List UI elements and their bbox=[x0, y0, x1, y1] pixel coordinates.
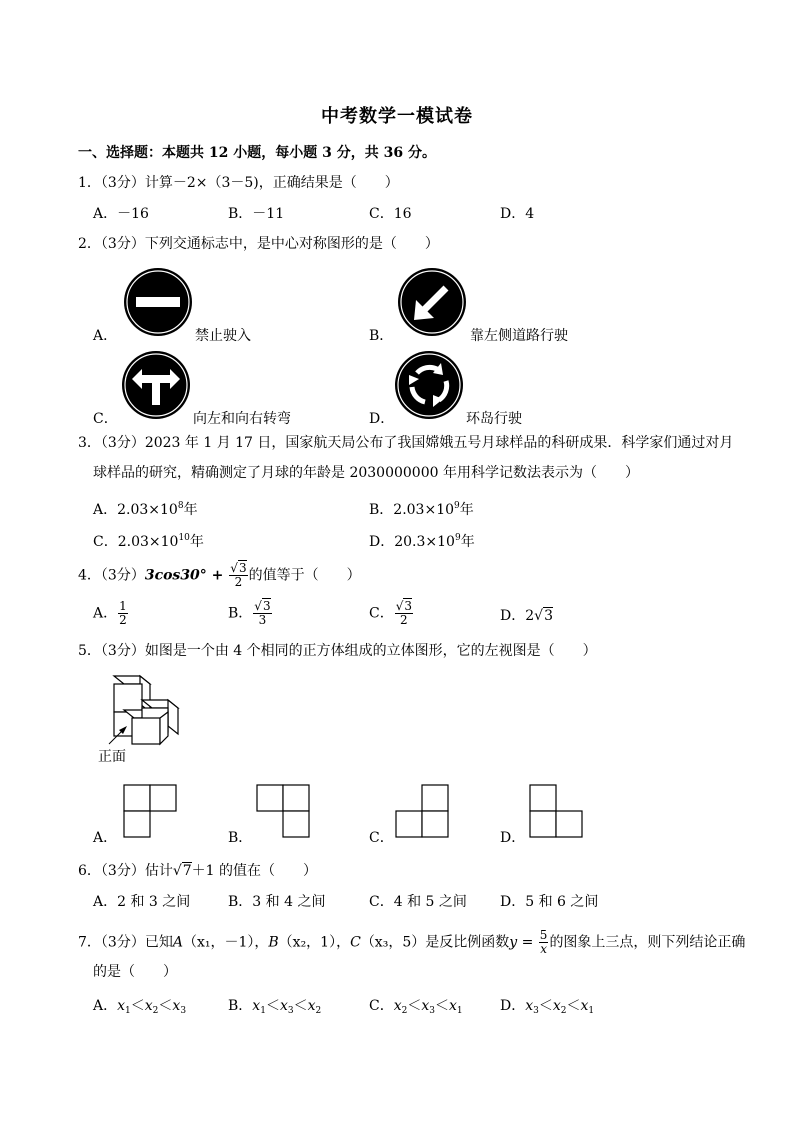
option-letter: C． bbox=[369, 605, 394, 622]
q5-option-c[interactable]: C． bbox=[369, 830, 394, 846]
q2-option-d[interactable]: D． bbox=[369, 411, 395, 427]
point-a: A bbox=[172, 934, 183, 951]
sub-3: 1 bbox=[456, 1006, 463, 1016]
sub-2: 3 bbox=[429, 1006, 435, 1016]
no-entry-sign-icon bbox=[122, 266, 194, 338]
q4-suffix: 的值等于（ ） bbox=[248, 567, 361, 584]
func-fraction bbox=[539, 929, 549, 956]
q3-option-d[interactable] bbox=[369, 528, 475, 552]
q5-view-c-icon bbox=[394, 783, 450, 839]
q1-option-b[interactable]: B．－11 bbox=[228, 206, 285, 222]
option-unit: 年 bbox=[459, 502, 474, 518]
option-letter: C． bbox=[93, 534, 118, 550]
question-2-stem: 2．（3分）下列交通标志中，是中心对称图形的是（ ） bbox=[78, 236, 439, 252]
q4-prefix: 4．（3分） bbox=[78, 567, 145, 584]
q6-root: 7 bbox=[182, 863, 192, 879]
sign-label-keep-left: 靠左侧道路行驶 bbox=[470, 328, 568, 344]
q5-view-a-icon bbox=[122, 783, 178, 839]
func-y: y bbox=[509, 934, 518, 951]
frac-den: x bbox=[540, 942, 547, 956]
point-c-coord: （x₃，5）是反比例函数 bbox=[360, 934, 510, 951]
q5-option-a[interactable]: A． bbox=[93, 830, 118, 846]
option-exp: 9 bbox=[454, 533, 461, 543]
question-1-stem: 1．（3分）计算－2×（3－5)，正确结果是（ ） bbox=[78, 175, 399, 191]
option-fraction bbox=[118, 600, 128, 627]
q7-option-b[interactable]: B．$x_1<x_3<x_2$ bbox=[228, 998, 322, 1016]
q3-option-b[interactable] bbox=[369, 496, 474, 520]
frac-num: 3 bbox=[404, 599, 413, 613]
sub-3: 3 bbox=[180, 1006, 187, 1016]
q5-option-b[interactable]: B． bbox=[228, 830, 253, 846]
q2-option-b[interactable]: B． bbox=[369, 328, 394, 344]
sub-1: 2 bbox=[401, 1006, 408, 1016]
sub-2: 2 bbox=[560, 1006, 567, 1016]
q6-option-b[interactable]: B．3 和 4 之间 bbox=[228, 894, 326, 910]
q4-option-c[interactable] bbox=[369, 600, 414, 627]
q1-option-c[interactable]: C．16 bbox=[369, 206, 412, 222]
question-3-stem-line2: 球样品的研究，精确测定了月球的年龄是 2030000000 年用科学记数法表示为（ ） bbox=[93, 465, 639, 481]
q7-suffix: 的图象上三点，则下列结论正确 bbox=[549, 934, 746, 951]
front-arrow-icon bbox=[105, 722, 129, 746]
q4-option-a[interactable] bbox=[93, 600, 129, 627]
question-6-stem: 6．（3分）估计√7＋1 的值在（ ） bbox=[78, 863, 318, 879]
frac-num: 3 bbox=[238, 561, 247, 575]
option-root: 3 bbox=[544, 608, 553, 624]
front-label: 正面 bbox=[98, 749, 126, 765]
option-coef: 20.3×10 bbox=[394, 534, 455, 550]
option-unit: 年 bbox=[183, 502, 198, 518]
q4-option-d[interactable]: D．2√3 bbox=[500, 608, 553, 624]
option-letter: D． bbox=[500, 608, 526, 624]
q7-option-d[interactable]: D．$x_3<x_2<x_1$ bbox=[500, 998, 595, 1016]
sub-3: 2 bbox=[315, 1006, 322, 1016]
q5-option-d[interactable]: D． bbox=[500, 830, 526, 846]
option-letter: B． bbox=[228, 998, 253, 1014]
frac-den: 2 bbox=[234, 575, 243, 589]
sub-1: 1 bbox=[260, 1006, 266, 1016]
frac-num: 1 bbox=[119, 599, 127, 613]
roundabout-sign-icon bbox=[393, 349, 465, 421]
option-letter: B． bbox=[369, 502, 394, 518]
sub-1: 3 bbox=[533, 1006, 539, 1016]
frac-den: 2 bbox=[119, 613, 127, 627]
q6-prefix: 6．（3分）估计 bbox=[78, 863, 173, 879]
frac-num: 3 bbox=[262, 599, 271, 613]
point-a-coord: （x₁，－1）， bbox=[182, 934, 269, 951]
q3-option-a[interactable] bbox=[93, 496, 198, 520]
q5-view-b-icon bbox=[255, 783, 311, 839]
sign-label-no-entry: 禁止驶入 bbox=[195, 328, 251, 344]
option-unit: 年 bbox=[460, 534, 475, 550]
option-letter: D． bbox=[500, 998, 526, 1014]
sub-1: 1 bbox=[125, 1006, 131, 1016]
exam-title: 中考数学一模试卷 bbox=[321, 106, 473, 127]
q2-option-a[interactable]: A． bbox=[93, 328, 118, 344]
q7-prefix: 7．（3分）已知 bbox=[78, 934, 173, 951]
option-letter: D． bbox=[369, 534, 395, 550]
q3-option-c[interactable] bbox=[93, 528, 204, 552]
q4-option-b[interactable] bbox=[228, 600, 273, 627]
option-coef: 2.03×10 bbox=[117, 502, 178, 518]
option-letter: B． bbox=[228, 605, 253, 622]
question-3-stem-line1: 3．（3分）2023 年 1 月 17 日，国家航天局公布了我国嫦娥五号月球样品的科研成果．科学家们通过对月 bbox=[78, 435, 734, 451]
option-letter: A． bbox=[93, 998, 118, 1014]
option-exp: 10 bbox=[178, 533, 190, 543]
question-7-stem-line2: 的是（ ） bbox=[93, 964, 177, 980]
q4-expression: 3cos30° + bbox=[144, 567, 229, 584]
q6-option-d[interactable]: D．5 和 6 之间 bbox=[500, 894, 599, 910]
q1-option-a[interactable]: A．－16 bbox=[93, 206, 149, 222]
option-unit: 年 bbox=[189, 534, 204, 550]
sub-3: 1 bbox=[588, 1006, 595, 1016]
option-coef: 2.03×10 bbox=[393, 502, 455, 518]
q7-option-c[interactable]: C．$x_2<x_3<x_1$ bbox=[369, 998, 463, 1016]
q6-suffix: ＋1 的值在（ ） bbox=[191, 863, 318, 879]
option-coef: 2 bbox=[525, 608, 535, 624]
sub-2: 3 bbox=[287, 1006, 294, 1016]
sub-2: 2 bbox=[152, 1006, 159, 1016]
q1-option-d[interactable]: D．4 bbox=[500, 206, 535, 222]
q6-option-c[interactable]: C．4 和 5 之间 bbox=[369, 894, 467, 910]
point-b-coord: （x₂，1）， bbox=[278, 934, 351, 951]
turn-left-right-sign-icon bbox=[120, 349, 192, 421]
q4-fraction: $\frac{√3}{2}$ bbox=[230, 561, 247, 589]
option-letter: A． bbox=[93, 502, 118, 518]
frac-den: 2 bbox=[400, 613, 408, 627]
q6-option-a[interactable]: A．2 和 3 之间 bbox=[93, 894, 191, 910]
keep-left-sign-icon bbox=[396, 266, 468, 338]
question-4-stem bbox=[78, 562, 361, 589]
option-fraction: $\frac{√3}{2}$ bbox=[395, 599, 413, 627]
option-exp: 9 bbox=[454, 501, 460, 511]
sign-label-turn-left-right: 向左和向右转弯 bbox=[193, 411, 291, 427]
q7-option-a[interactable]: A．$x_1<x_2<x_3$ bbox=[93, 998, 187, 1016]
option-exp: 8 bbox=[177, 501, 184, 511]
point-b: B bbox=[268, 934, 279, 951]
frac-den: 3 bbox=[258, 613, 267, 627]
section-header: 一、选择题：本题共 12 小题，每小题 3 分，共 36 分。 bbox=[78, 145, 436, 161]
q5-view-d-icon bbox=[528, 783, 584, 839]
sign-label-roundabout: 环岛行驶 bbox=[466, 411, 522, 427]
q2-option-c[interactable]: C． bbox=[93, 411, 118, 427]
option-letter: C． bbox=[369, 998, 394, 1014]
option-coef: 2.03×10 bbox=[117, 534, 179, 550]
option-letter: A． bbox=[93, 605, 118, 622]
question-7-stem-line1: 7．（3分）已知A（x₁，－1），B（x₂，1），C（x₃，5）是反比例函数y = $\frac{5}{x}$ 的图象上三点，则下列结论正确 bbox=[78, 928, 746, 956]
point-c: C bbox=[350, 934, 361, 951]
question-5-stem: 5．（3分）如图是一个由 4 个相同的正方体组成的立体图形，它的左视图是（ ） bbox=[78, 643, 597, 659]
option-fraction: $\frac{√3}{3}$ bbox=[254, 599, 271, 627]
frac-num: 5 bbox=[539, 928, 548, 942]
